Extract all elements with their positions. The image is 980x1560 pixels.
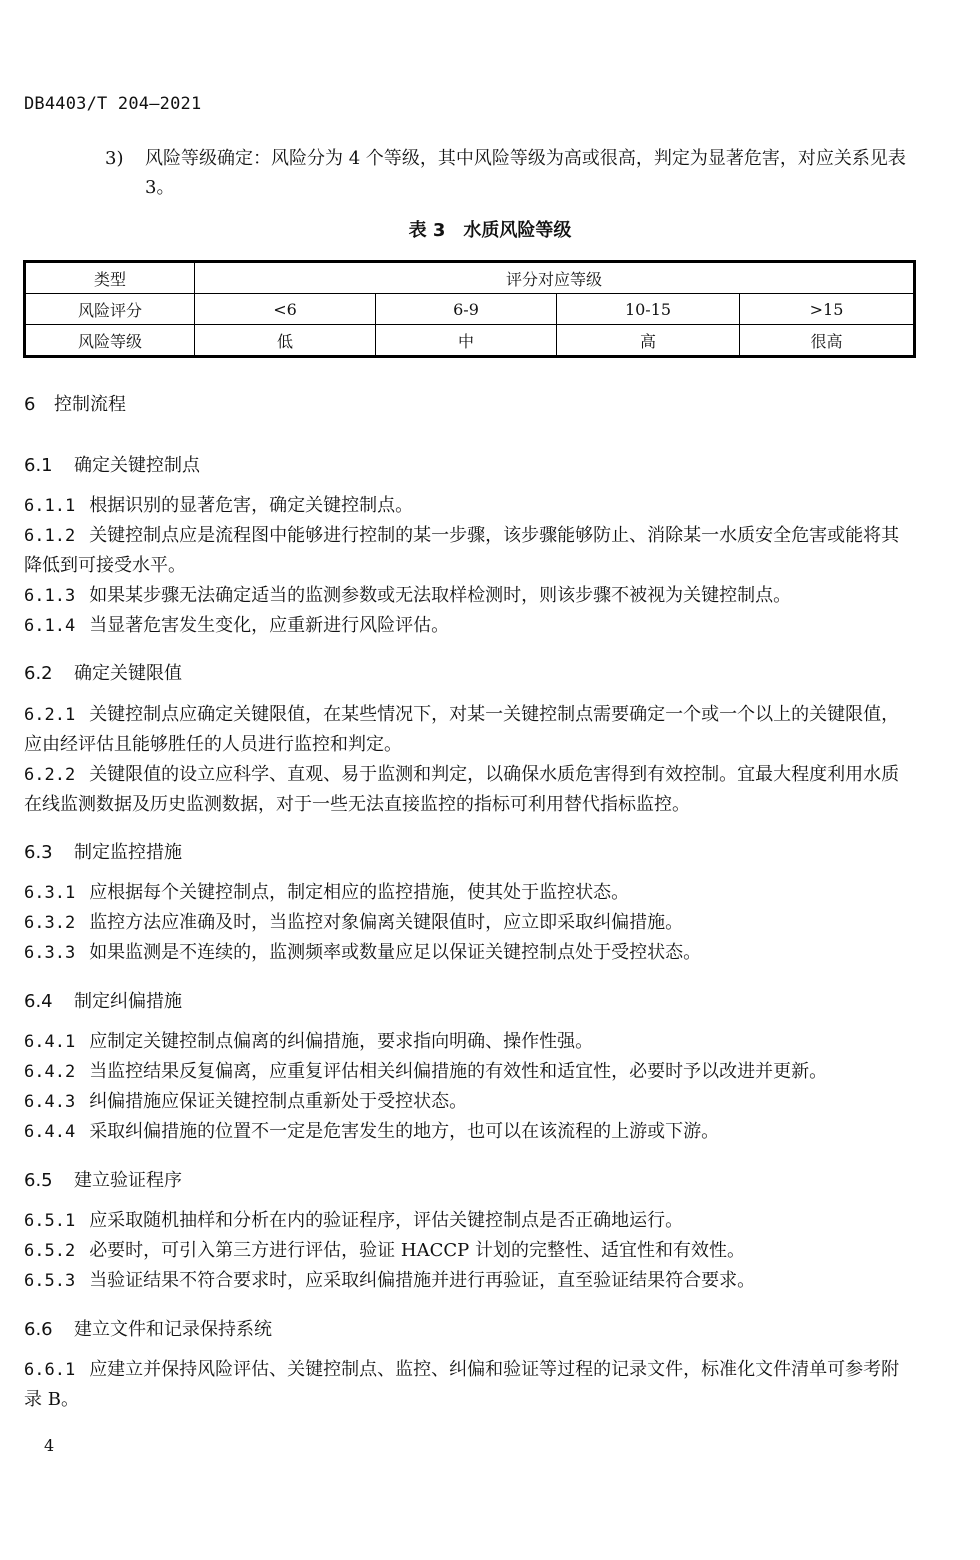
clause-text: 必要时，可引入第三方进行评估，验证 HACCP 计划的完整性、适宜性和有效性。 (89, 1240, 745, 1261)
table-row-label: 风险评分 (25, 294, 195, 325)
list-item-3 (105, 144, 920, 202)
table-cell: 6-9 (376, 294, 557, 325)
subsection-heading (24, 987, 182, 1013)
clause-text: 当监控结果反复偏离，应重复评估相关纠偏措施的有效性和适宜性，必要时予以改进并更新。 (89, 1061, 828, 1082)
clause-number: 6.1.3 (24, 586, 76, 606)
clause-paragraph (24, 1206, 916, 1236)
table-header-row (25, 262, 915, 294)
clause-paragraph (24, 1236, 916, 1266)
clause-number: 6.4.4 (24, 1122, 76, 1142)
subsection-title: 确定关键控制点 (74, 455, 200, 476)
section-title: 控制流程 (54, 394, 126, 415)
clause-number: 6.1.4 (24, 616, 76, 636)
clause-number: 6.5.1 (24, 1211, 76, 1231)
table-row-label: 风险等级 (25, 325, 195, 357)
clause-text: 根据识别的显著危害，确定关键控制点。 (89, 495, 414, 516)
table-cell: 10-15 (557, 294, 740, 325)
clause-paragraph (24, 1027, 916, 1057)
table-header-type: 类型 (25, 262, 195, 294)
risk-level-table (23, 260, 916, 358)
clause-paragraph (24, 760, 916, 820)
clause-text: 关键控制点应是流程图中能够进行控制的某一步骤，该步骤能够防止、消除某一水质安全危害或能将其降低到可接受水平。 (24, 525, 900, 576)
clause-number: 6.2.2 (24, 765, 76, 785)
clause-text: 当验证结果不符合要求时，应采取纠偏措施并进行再验证，直至验证结果符合要求。 (89, 1270, 756, 1291)
subsection-number: 6.4 (24, 991, 53, 1012)
clause-paragraph (24, 1087, 916, 1117)
subsection-number: 6.2 (24, 663, 53, 684)
clause-paragraph (24, 1266, 916, 1296)
table-cell: <6 (195, 294, 376, 325)
clause-number: 6.3.2 (24, 913, 76, 933)
table-row (25, 294, 915, 325)
subsection-heading (24, 838, 182, 864)
subsection-title: 制定纠偏措施 (74, 991, 182, 1012)
subsection-title: 建立验证程序 (74, 1170, 182, 1191)
clause-text: 关键控制点应确定关键限值，在某些情况下，对某一关键控制点需要确定一个或一个以上的关键限值，应由经评估且能够胜任的人员进行监控和判定。 (24, 704, 900, 755)
clause-paragraph (24, 908, 916, 938)
subsection-title: 建立文件和记录保持系统 (74, 1319, 272, 1340)
subsection-number: 6.5 (24, 1170, 53, 1191)
clause-text: 采取纠偏措施的位置不一定是危害发生的地方，也可以在该流程的上游或下游。 (89, 1121, 720, 1142)
clause-text: 如果监测是不连续的，监测频率或数量应足以保证关键控制点处于受控状态。 (89, 942, 702, 963)
subsection-number: 6.1 (24, 455, 53, 476)
clause-paragraph (24, 700, 916, 760)
clause-text: 应建立并保持风险评估、关键控制点、监控、纠偏和验证等过程的记录文件，标准化文件清单可参考附录 B。 (24, 1359, 900, 1410)
clause-number: 6.3.1 (24, 883, 76, 903)
table-cell: 高 (557, 325, 740, 357)
subsection-heading (24, 1315, 272, 1341)
clause-text: 应采取随机抽样和分析在内的验证程序，评估关键控制点是否正确地运行。 (89, 1210, 684, 1231)
subsection-heading (24, 1166, 182, 1192)
clause-number: 6.1.2 (24, 526, 76, 546)
clause-number: 6.3.3 (24, 943, 76, 963)
clause-paragraph (24, 1117, 916, 1147)
table-header-grade: 评分对应等级 (195, 262, 915, 294)
document-number: DB4403/T 204—2021 (24, 94, 202, 114)
page-number: 4 (44, 1436, 55, 1455)
subsection-title: 制定监控措施 (74, 842, 182, 863)
clause-text: 关键限值的设立应科学、直观、易于监测和判定，以确保水质危害得到有效控制。宜最大程度利用水质在线监测数据及历史监测数据，对于一些无法直接监控的指标可利用替代指标监控。 (24, 764, 900, 815)
subsection-title: 确定关键限值 (74, 663, 182, 684)
clause-number: 6.2.1 (24, 705, 76, 725)
clause-paragraph (24, 581, 916, 611)
table-cell: >15 (740, 294, 915, 325)
table-row (25, 325, 915, 357)
clause-text: 纠偏措施应保证关键控制点重新处于受控状态。 (89, 1091, 468, 1112)
subsection-heading (24, 451, 200, 477)
clause-number: 6.1.1 (24, 496, 76, 516)
clause-paragraph (24, 1355, 916, 1415)
clause-text: 应根据每个关键控制点，制定相应的监控措施，使其处于监控状态。 (89, 882, 630, 903)
clause-text: 如果某步骤无法确定适当的监测参数或无法取样检测时，则该步骤不被视为关键控制点。 (89, 585, 792, 606)
clause-paragraph (24, 878, 916, 908)
subsection-number: 6.3 (24, 842, 53, 863)
clause-number: 6.5.2 (24, 1241, 76, 1261)
clause-paragraph (24, 611, 916, 641)
list-item-number: 3) (105, 148, 124, 169)
table-cell: 低 (195, 325, 376, 357)
clause-number: 6.4.2 (24, 1062, 76, 1082)
clause-number: 6.4.1 (24, 1032, 76, 1052)
clause-paragraph (24, 521, 916, 581)
clause-paragraph (24, 491, 916, 521)
list-item-text: 风险等级确定：风险分为 4 个等级，其中风险等级为高或很高，判定为显著危害，对应关系见表 3。 (145, 148, 906, 198)
table-cell: 很高 (740, 325, 915, 357)
clause-number: 6.6.1 (24, 1360, 76, 1380)
subsection-number: 6.6 (24, 1319, 53, 1340)
section-number: 6 (24, 394, 36, 415)
table-cell: 中 (376, 325, 557, 357)
subsection-heading (24, 659, 182, 685)
clause-number: 6.5.3 (24, 1271, 76, 1291)
clause-text: 应制定关键控制点偏离的纠偏措施，要求指向明确、操作性强。 (89, 1031, 594, 1052)
clause-text: 监控方法应准确及时，当监控对象偏离关键限值时，应立即采取纠偏措施。 (89, 912, 684, 933)
clause-paragraph (24, 938, 916, 968)
section-heading-6 (24, 390, 126, 416)
clause-number: 6.4.3 (24, 1092, 76, 1112)
clause-paragraph (24, 1057, 916, 1087)
clause-text: 当显著危害发生变化，应重新进行风险评估。 (89, 615, 450, 636)
table-title: 表 3 水质风险等级 (408, 220, 572, 241)
